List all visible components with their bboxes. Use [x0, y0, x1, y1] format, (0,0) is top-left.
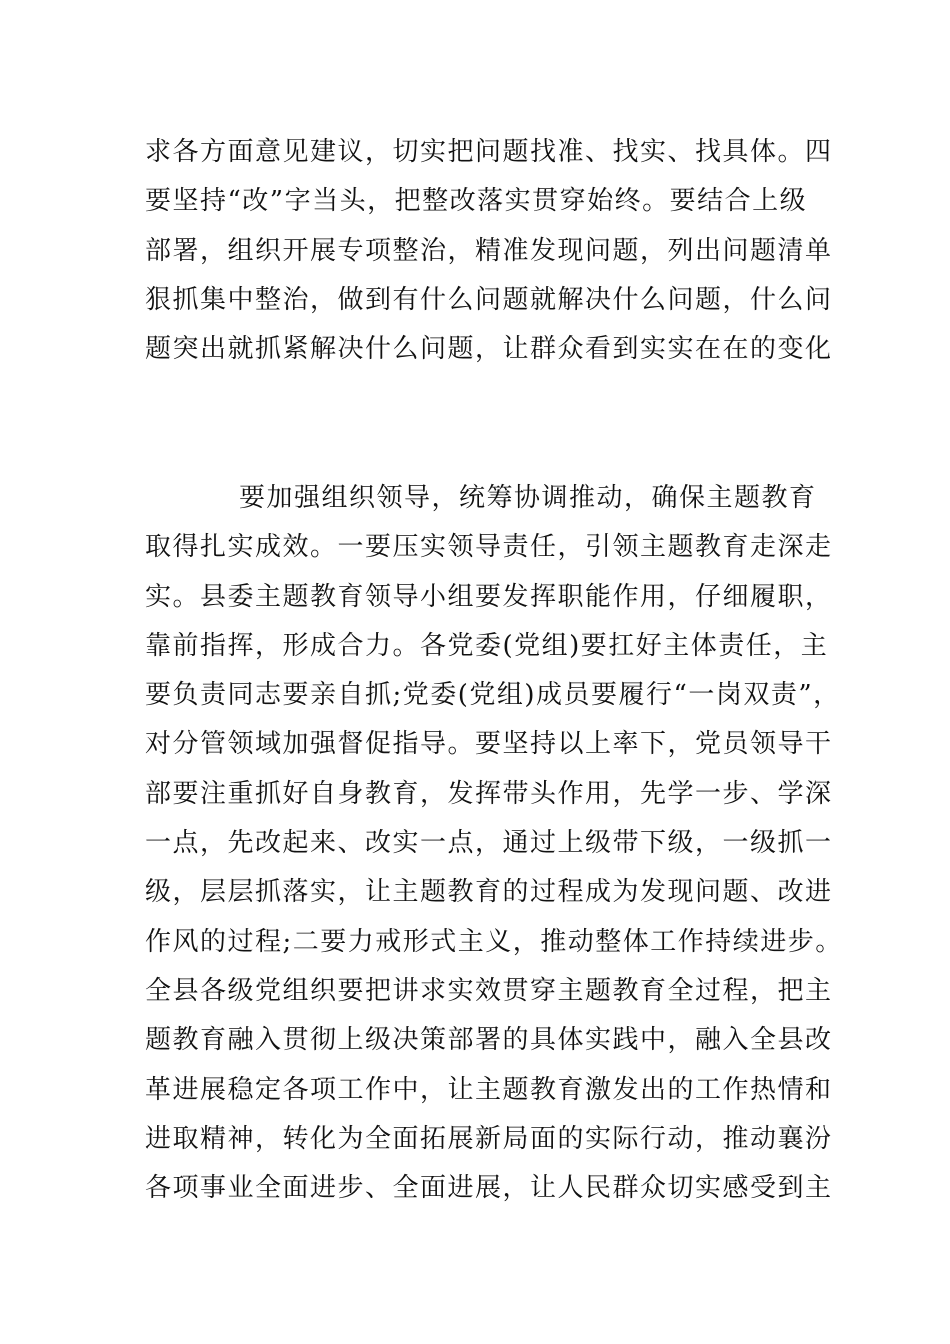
- paragraph-line: 题教育融入贯彻上级决策部署的具体实践中，融入全县改: [145, 1025, 833, 1056]
- paragraph-line: 取得扎实成效。一要压实领导责任，引领主题教育走深走: [145, 532, 833, 563]
- paragraph-line: 部要注重抓好自身教育，发挥带头作用，先学一步、学深: [145, 778, 833, 809]
- paragraph-first-line: 要加强组织领导，统筹协调推动，确保主题教育: [239, 483, 817, 513]
- paragraph-line: 革进展稳定各项工作中，让主题教育激发出的工作热情和: [145, 1074, 833, 1105]
- paragraph-2: [145, 474, 843, 1213]
- paragraph-line: 对分管领域加强督促指导。要坚持以上率下，党员领导干: [145, 729, 833, 760]
- paragraph-line: 各项事业全面进步、全面进展，让人民群众切实感受到主: [145, 1173, 833, 1204]
- paragraph-line: 全县各级党组织要把讲求实效贯穿主题教育全过程，把主: [145, 975, 833, 1006]
- paragraph-line: 靠前指挥，形成合力。各党委(党组)要扛好主体责任，主: [145, 630, 829, 661]
- paragraph-line: 一点，先改起来、改实一点，通过上级带下级，一级抓一: [145, 828, 833, 859]
- paragraph-line: 部署，组织开展专项整治，精准发现问题，列出问题清单: [145, 235, 833, 266]
- paragraph-line: 求各方面意见建议，切实把问题找准、找实、找具体。四: [145, 137, 833, 167]
- paragraph-line: 实。县委主题教育领导小组要发挥职能作用，仔细履职，: [145, 581, 833, 612]
- paragraph-1: [145, 128, 833, 374]
- paragraph-line: 级，层层抓落实，让主题教育的过程成为发现问题、改进: [145, 877, 833, 908]
- paragraph-line: 进取精神，转化为全面拓展新局面的实际行动，推动襄汾: [145, 1123, 833, 1154]
- paragraph-line: 狠抓集中整治，做到有什么问题就解决什么问题，什么问: [145, 284, 833, 315]
- paragraph-line: 题突出就抓紧解决什么问题，让群众看到实实在在的变化: [145, 334, 833, 365]
- paragraph-line: 要坚持“改”字当头，把整改落实贯穿始终。要结合上级: [145, 186, 808, 217]
- paragraph-line: 要负责同志要亲自抓;党委(党组)成员要履行“一岗双责”，: [145, 680, 841, 711]
- paragraph-line: 作风的过程;二要力戒形式主义，推动整体工作持续进步。: [145, 926, 843, 957]
